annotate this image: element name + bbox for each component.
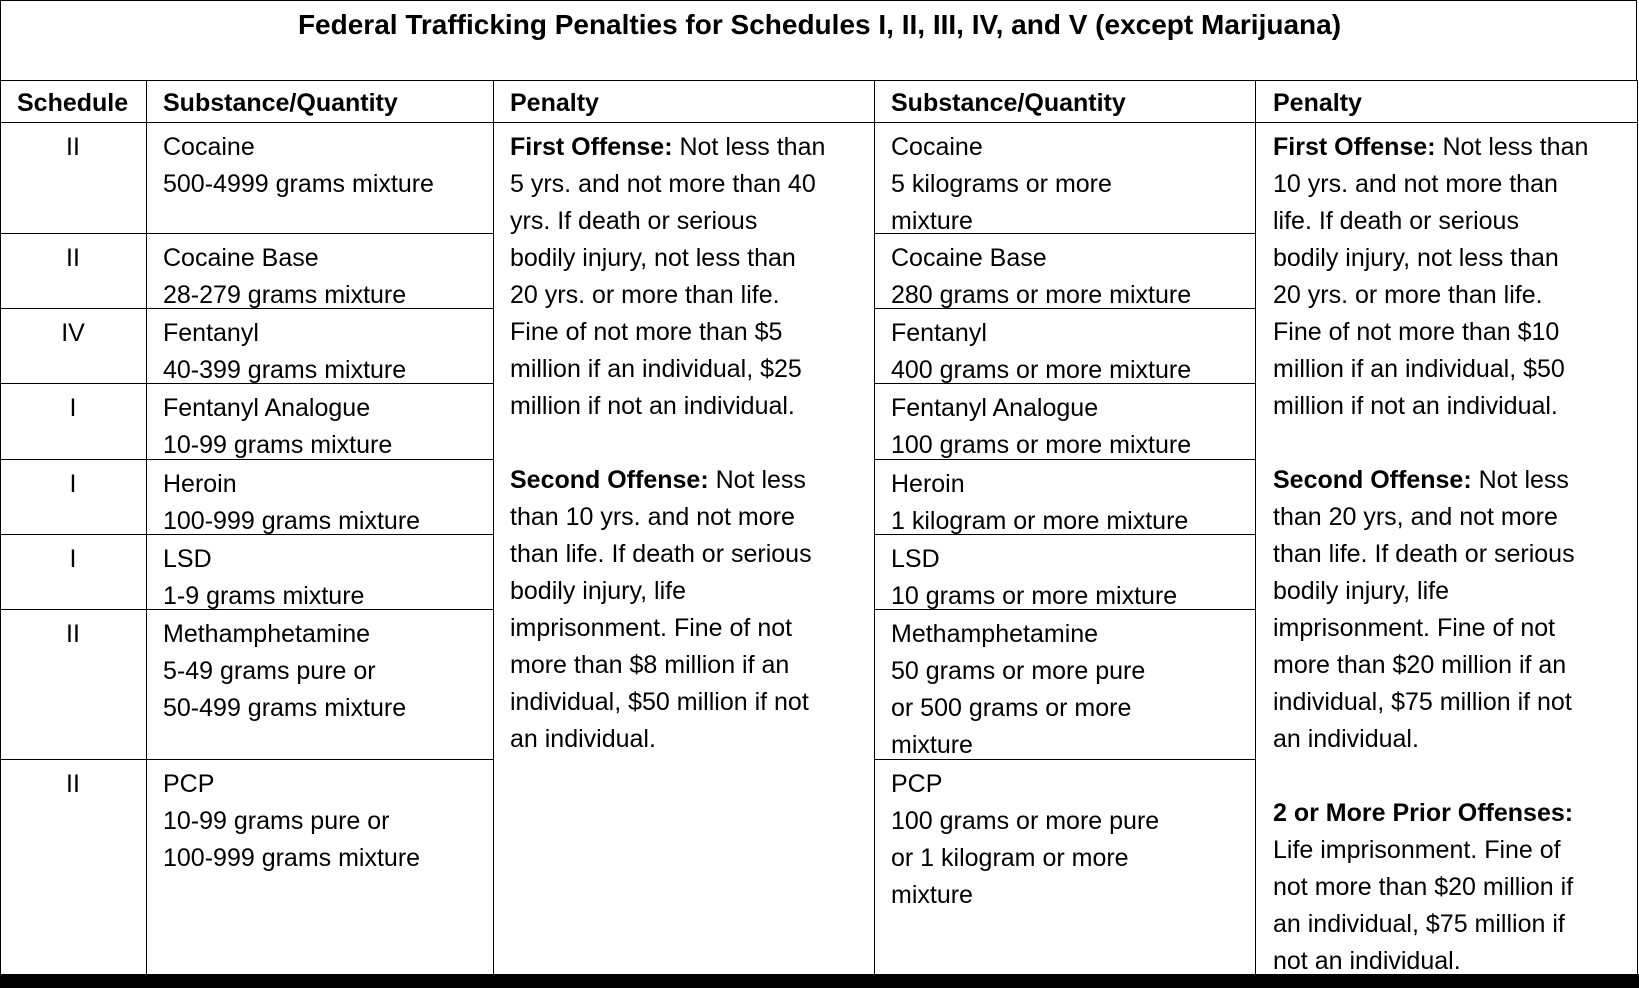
substance-line: or 1 kilogram or more <box>891 844 1129 872</box>
penalty-text: not more than $20 million if <box>1273 873 1574 901</box>
substance-line: 100-999 grams mixture <box>163 844 421 872</box>
penalty-text: 10 yrs. and not more than <box>1273 170 1558 198</box>
schedule-cell: I <box>69 545 77 573</box>
row-divider <box>0 233 147 234</box>
penalty-text: Not less <box>708 466 806 494</box>
column-border <box>146 80 147 974</box>
substance-line: mixture <box>891 731 973 759</box>
penalty-text: 5 yrs. and not more than 40 <box>510 170 816 198</box>
penalty-text: million if not an individual. <box>510 392 795 420</box>
penalty-text: 20 yrs. or more than life. <box>510 281 780 309</box>
substance-line: LSD <box>163 545 212 573</box>
penalty-text: bodily injury, life <box>1273 577 1450 605</box>
substance-line: LSD <box>891 545 940 573</box>
header-schedule: Schedule <box>17 89 129 117</box>
row-divider <box>0 609 147 610</box>
row-divider <box>0 459 147 460</box>
substance-line: mixture <box>891 207 973 235</box>
substance-line: PCP <box>163 770 215 798</box>
substance-line: PCP <box>891 770 943 798</box>
substance-line: Cocaine Base <box>891 244 1047 272</box>
penalty-text: Not less than <box>672 133 826 161</box>
column-border <box>493 80 494 974</box>
row-divider <box>0 759 147 760</box>
substance-line: 28-279 grams mixture <box>163 281 407 309</box>
schedule-cell: I <box>69 470 77 498</box>
penalty-text: bodily injury, not less than <box>510 244 796 272</box>
substance-line: 1-9 grams mixture <box>163 582 365 610</box>
penalty-text: an individual, $75 million if <box>1273 910 1565 938</box>
substance-line: Cocaine <box>891 133 983 161</box>
substance-line: Fentanyl Analogue <box>891 394 1099 422</box>
substance-line: Cocaine Base <box>163 244 319 272</box>
header-substance-1: Substance/Quantity <box>163 89 398 117</box>
penalty-text: million if not an individual. <box>1273 392 1558 420</box>
penalty-text: bodily injury, life <box>510 577 687 605</box>
penalty-text: Fine of not more than $5 <box>510 318 783 346</box>
title-box <box>0 0 1637 81</box>
row-divider <box>146 233 494 234</box>
substance-line: Methamphetamine <box>163 620 371 648</box>
header-penalty-2: Penalty <box>1273 89 1362 117</box>
schedule-cell: II <box>66 244 80 272</box>
schedule-cell: IV <box>61 319 85 347</box>
penalty-text: bodily injury, not less than <box>1273 244 1559 272</box>
substance-line: Heroin <box>891 470 965 498</box>
substance-line: 100 grams or more mixture <box>891 431 1192 459</box>
schedule-cell: I <box>69 394 77 422</box>
substance-line: 100-999 grams mixture <box>163 507 421 535</box>
penalty-text: than life. If death or serious <box>1273 540 1575 568</box>
substance-line: 500-4999 grams mixture <box>163 170 434 198</box>
column-border <box>874 80 875 974</box>
substance-line: Heroin <box>163 470 237 498</box>
table-title: Federal Trafficking Penalties for Schedules I, II, III, IV, and V (except Marijuana) <box>297 9 1342 40</box>
penalty-text: imprisonment. Fine of not <box>510 614 793 642</box>
penalty-text: individual, $75 million if not <box>1273 688 1572 716</box>
first-offense-line <box>1273 129 1588 166</box>
penalty-text: Fine of not more than $10 <box>1273 318 1560 346</box>
penalty-text: than life. If death or serious <box>510 540 812 568</box>
first-offense-line <box>510 129 825 166</box>
first-offense-label: First Offense: <box>510 133 673 161</box>
row-divider <box>0 383 147 384</box>
schedule-cell: II <box>66 133 80 161</box>
penalty-text: yrs. If death or serious <box>510 207 758 235</box>
penalty-text: than 10 yrs. and not more <box>510 503 795 531</box>
substance-line: 100 grams or more pure <box>891 807 1160 835</box>
substance-line: 280 grams or more mixture <box>891 281 1192 309</box>
substance-line: 10-99 grams pure or <box>163 807 390 835</box>
penalty-text: more than $20 million if an <box>1273 651 1567 679</box>
prior-offenses-label: 2 or More Prior Offenses: <box>1273 799 1574 827</box>
penalty-text: Life imprisonment. Fine of <box>1273 836 1561 864</box>
column-border <box>1255 80 1256 974</box>
penalty-text: not an individual. <box>1273 947 1461 975</box>
header-penalty-1: Penalty <box>510 89 599 117</box>
substance-line: 40-399 grams mixture <box>163 356 407 384</box>
header-substance-2: Substance/Quantity <box>891 89 1126 117</box>
penalty-text: life. If death or serious <box>1273 207 1519 235</box>
substance-line: or 500 grams or more <box>891 694 1132 722</box>
row-divider <box>0 534 147 535</box>
first-offense-label: First Offense: <box>1273 133 1436 161</box>
penalty-text: 20 yrs. or more than life. <box>1273 281 1543 309</box>
schedule-cell: II <box>66 620 80 648</box>
penalty-text: an individual. <box>1273 725 1419 753</box>
penalty-text: Not less <box>1471 466 1569 494</box>
substance-line: Fentanyl <box>163 319 259 347</box>
row-divider <box>0 308 147 309</box>
substance-line: 400 grams or more mixture <box>891 356 1192 384</box>
substance-line: Cocaine <box>163 133 255 161</box>
penalty-text: than 20 yrs, and not more <box>1273 503 1558 531</box>
column-border <box>0 80 1 974</box>
penalty-text: million if an individual, $25 <box>510 355 802 383</box>
substance-line: Fentanyl <box>891 319 987 347</box>
header-divider <box>0 122 1638 123</box>
substance-line: Fentanyl Analogue <box>163 394 371 422</box>
penalty-text: individual, $50 million if not <box>510 688 809 716</box>
substance-line: 50-499 grams mixture <box>163 694 407 722</box>
substance-line: 5 kilograms or more <box>891 170 1112 198</box>
second-offense-line <box>510 462 806 499</box>
substance-line: 50 grams or more pure <box>891 657 1146 685</box>
penalty-text: million if an individual, $50 <box>1273 355 1565 383</box>
penalty-text: Not less than <box>1435 133 1589 161</box>
substance-line: Methamphetamine <box>891 620 1099 648</box>
penalty-text: an individual. <box>510 725 656 753</box>
substance-line: 1 kilogram or more mixture <box>891 507 1189 535</box>
schedule-cell: II <box>66 770 80 798</box>
substance-line: mixture <box>891 881 973 909</box>
second-offense-line <box>1273 462 1569 499</box>
substance-line: 5-49 grams pure or <box>163 657 376 685</box>
substance-line: 10-99 grams mixture <box>163 431 393 459</box>
penalty-text: imprisonment. Fine of not <box>1273 614 1556 642</box>
second-offense-label: Second Offense: <box>510 466 709 494</box>
penalty-text: more than $8 million if an <box>510 651 790 679</box>
second-offense-label: Second Offense: <box>1273 466 1472 494</box>
column-border <box>1637 80 1638 974</box>
row-divider <box>146 759 494 760</box>
substance-line: 10 grams or more mixture <box>891 582 1178 610</box>
